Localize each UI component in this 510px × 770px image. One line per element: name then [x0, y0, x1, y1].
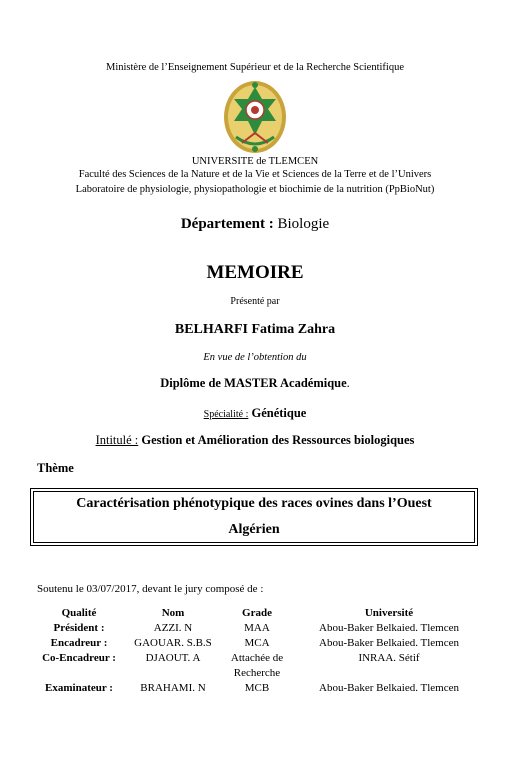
theme-box — [30, 488, 478, 546]
diploma-name: Diplôme de MASTER Académique — [160, 376, 347, 390]
department — [0, 216, 510, 233]
jury-name: BRAHAMI. N — [140, 682, 206, 694]
table-row — [30, 636, 482, 651]
diploma-suffix: . — [346, 376, 350, 390]
jury-grade: MCB — [244, 682, 270, 694]
obtention-line: En vue de l’obtention du — [203, 352, 307, 363]
document-type: MEMOIRE — [206, 262, 304, 283]
jury-university: Abou-Baker Belkaied. Tlemcen — [319, 622, 459, 634]
theme-text: Caractérisation phénotypique des races ovines dans l’Ouest Algérien — [76, 496, 432, 537]
jury-university: Abou-Baker Belkaied. Tlemcen — [319, 682, 459, 694]
jury-university: Abou-Baker Belkaied. Tlemcen — [319, 637, 459, 649]
jury-role: Encadreur : — [50, 637, 108, 649]
jury-table — [30, 606, 482, 696]
diploma — [0, 376, 510, 391]
jury-grade: MAA — [244, 622, 270, 634]
specialty-value: Génétique — [251, 406, 307, 420]
presented-by: Présenté par — [230, 296, 280, 307]
jury-grade: MCA — [244, 637, 270, 649]
jury-name: DJAOUT. A — [145, 652, 201, 664]
faculty-name: Faculté des Sciences de la Nature et de la Vie et Sciences de la Terre et de l’Univers — [78, 169, 432, 180]
jury-header-cell: Qualité — [61, 607, 97, 619]
laboratory-name: Laboratoire de physiologie, physiopathologie et biochimie de la nutrition (PpBioNut) — [75, 184, 435, 195]
specialty-label: Spécialité : — [203, 409, 249, 420]
department-label: Département : — [180, 216, 274, 232]
university-name: UNIVERSITE de TLEMCEN — [191, 156, 319, 167]
jury-name: AZZI. N — [153, 622, 193, 634]
ministry-line: Ministère de l’Enseignement Supérieur et de la Recherche Scientifique — [106, 62, 404, 73]
jury-header-cell: Grade — [242, 607, 272, 619]
table-row — [30, 621, 482, 636]
jury-role: Co-Encadreur : — [42, 652, 116, 664]
title-field-value: Gestion et Amélioration des Ressources biologiques — [141, 433, 415, 447]
jury-header-row — [30, 606, 482, 621]
table-row — [30, 651, 482, 681]
jury-role: Président : — [53, 622, 105, 634]
jury-role: Examinateur : — [45, 682, 113, 694]
theme-label: Thème — [37, 461, 74, 475]
specialty — [0, 406, 510, 421]
jury-university: INRAA. Sétif — [358, 652, 420, 664]
department-value: Biologie — [277, 216, 330, 232]
jury-name: GAOUAR. S.B.S — [134, 637, 212, 649]
jury-header-cell: Nom — [161, 607, 185, 619]
defense-line: Soutenu le 03/07/2017, devant le jury composé de : — [37, 583, 264, 595]
university-emblem-icon — [222, 77, 288, 155]
author-name: BELHARFI Fatima Zahra — [174, 322, 336, 337]
title-field-label: Intitulé : — [95, 433, 139, 447]
jury-grade: Attachée de Recherche — [230, 652, 284, 679]
jury-header-cell: Université — [364, 607, 414, 619]
title-field — [0, 433, 510, 448]
table-row — [30, 681, 482, 696]
